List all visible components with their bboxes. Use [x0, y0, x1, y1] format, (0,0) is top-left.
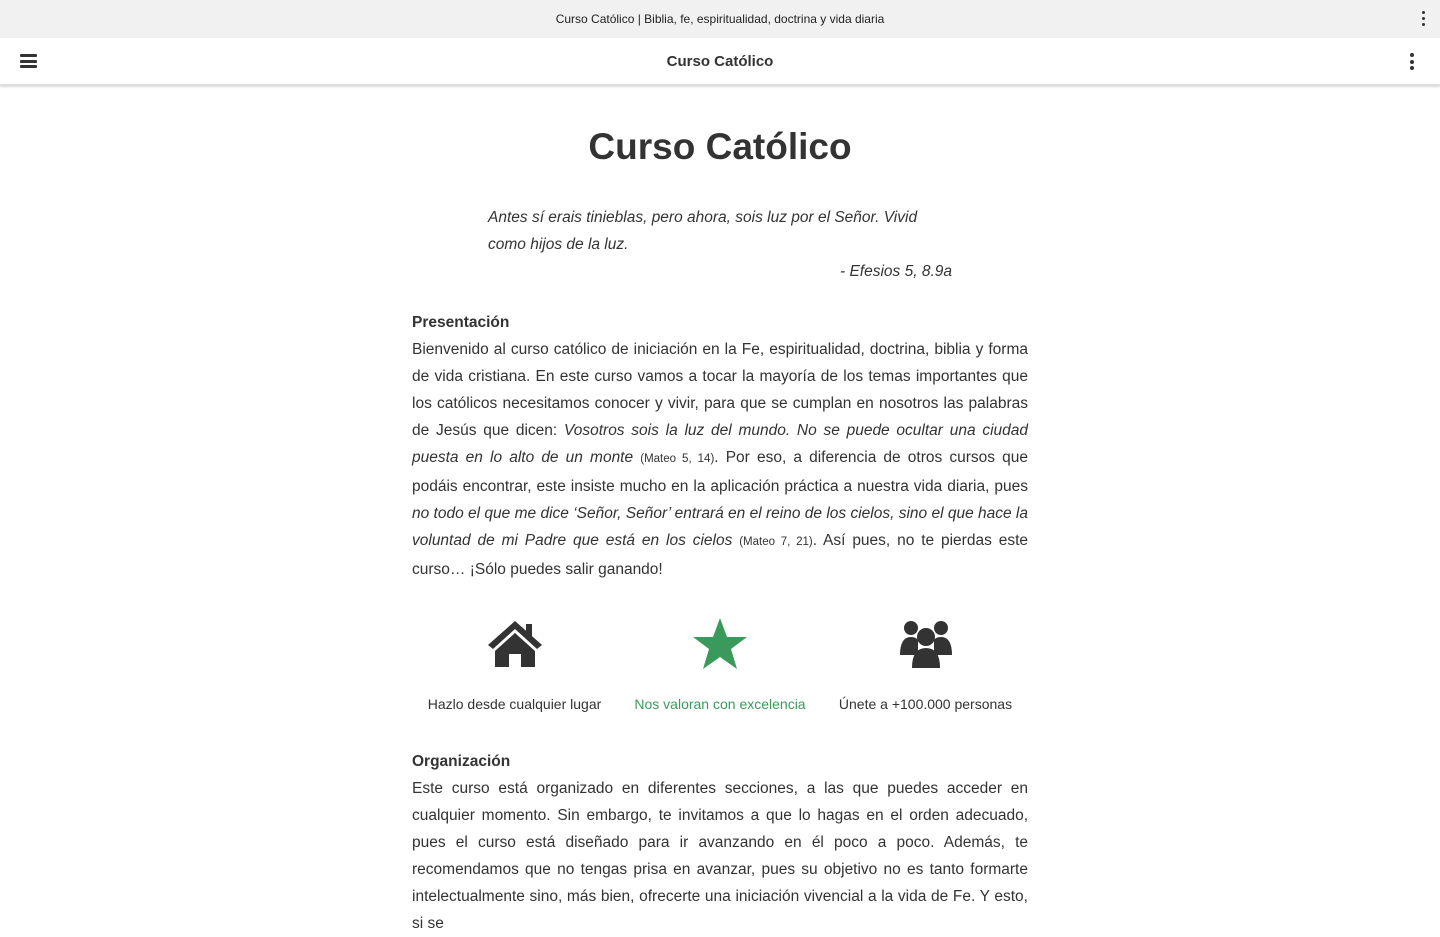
main-content	[412, 86, 1028, 937]
feature-anywhere-label: Hazlo desde cualquier lugar	[427, 696, 602, 712]
bible-quote	[488, 204, 952, 285]
users-icon	[899, 619, 953, 669]
home-icon	[486, 619, 544, 669]
app-bar	[0, 38, 1440, 85]
presentation-ref-1: (Mateo 5, 14)	[640, 453, 715, 465]
quote-text: Antes sí erais tinieblas, pero ahora, sois luz por el Señor. Vivid como hijos de la luz.	[488, 209, 918, 253]
browser-title: Curso Católico | Biblia, fe, espiritualidad, doctrina y vida diaria	[555, 12, 885, 26]
feature-community	[823, 614, 1028, 712]
presentation-ref-2: (Mateo 7, 21)	[739, 536, 813, 548]
presentation-text	[412, 336, 1028, 583]
browser-title-bar	[0, 0, 1440, 39]
presentation-quote-1: Vosotros sois la luz del mundo. No se puede ocultar una ciudad puesta en lo alto de un monte	[412, 422, 1028, 466]
organization-text: Este curso está organizado en diferentes secciones, a las que puedes acceder en cualquier momento. Sin embargo, te invitamos a que lo hagas en el orden adecuado, pues el curso está diseñado para ir avanzando en él poco a poco. Además, te recomendamos que no tengas prisa en avanzar, pues su objetivo no es tanto formarte intelectualmente sino, más bien, ofrecerte una iniciación vivencial a la vida de Fe. Y esto, si se	[412, 780, 1028, 932]
overflow-menu-icon[interactable]	[1410, 53, 1414, 71]
browser-menu-icon[interactable]	[1422, 11, 1426, 27]
feature-anywhere	[412, 614, 617, 712]
organization-heading: Organización	[412, 753, 511, 770]
quote-reference: - Efesios 5, 8.9a	[839, 263, 952, 280]
presentation-part-2: . Por eso, a diferencia de otros cursos que podáis encontrar, este insiste mucho en la aplicación práctica a nuestra vida diaria, pues	[412, 449, 1029, 495]
presentation-part-3: . Así pues, no te pierdas este curso… ¡Sólo puedes salir ganando!	[412, 532, 1028, 578]
features-row	[412, 614, 1028, 712]
presentation-heading: Presentación	[412, 314, 510, 331]
page-title: Curso Católico	[588, 126, 852, 167]
feature-rating-label: Nos valoran con excelencia	[634, 696, 806, 712]
feature-rating	[618, 614, 823, 712]
presentation-part-1: Bienvenido al curso católico de iniciación en la Fe, espiritualidad, doctrina, biblia y forma de vida cristiana. En este curso vamos a tocar la mayoría de los temas importantes que los católicos necesitamos conocer y vivir, para que se cumplan en nosotros las palabras de Jesús que dicen:	[412, 341, 1028, 439]
presentation-quote-2: no todo el que me dice ‘Señor, Señor’ entrará en el reino de los cielos, sino el que hace la voluntad de mi Padre que está en los cielos	[412, 505, 1028, 549]
feature-community-label: Únete a +100.000 personas	[838, 696, 1013, 712]
app-title: Curso Católico	[666, 52, 774, 70]
star-icon	[692, 617, 748, 671]
hamburger-menu-icon[interactable]	[20, 54, 37, 68]
